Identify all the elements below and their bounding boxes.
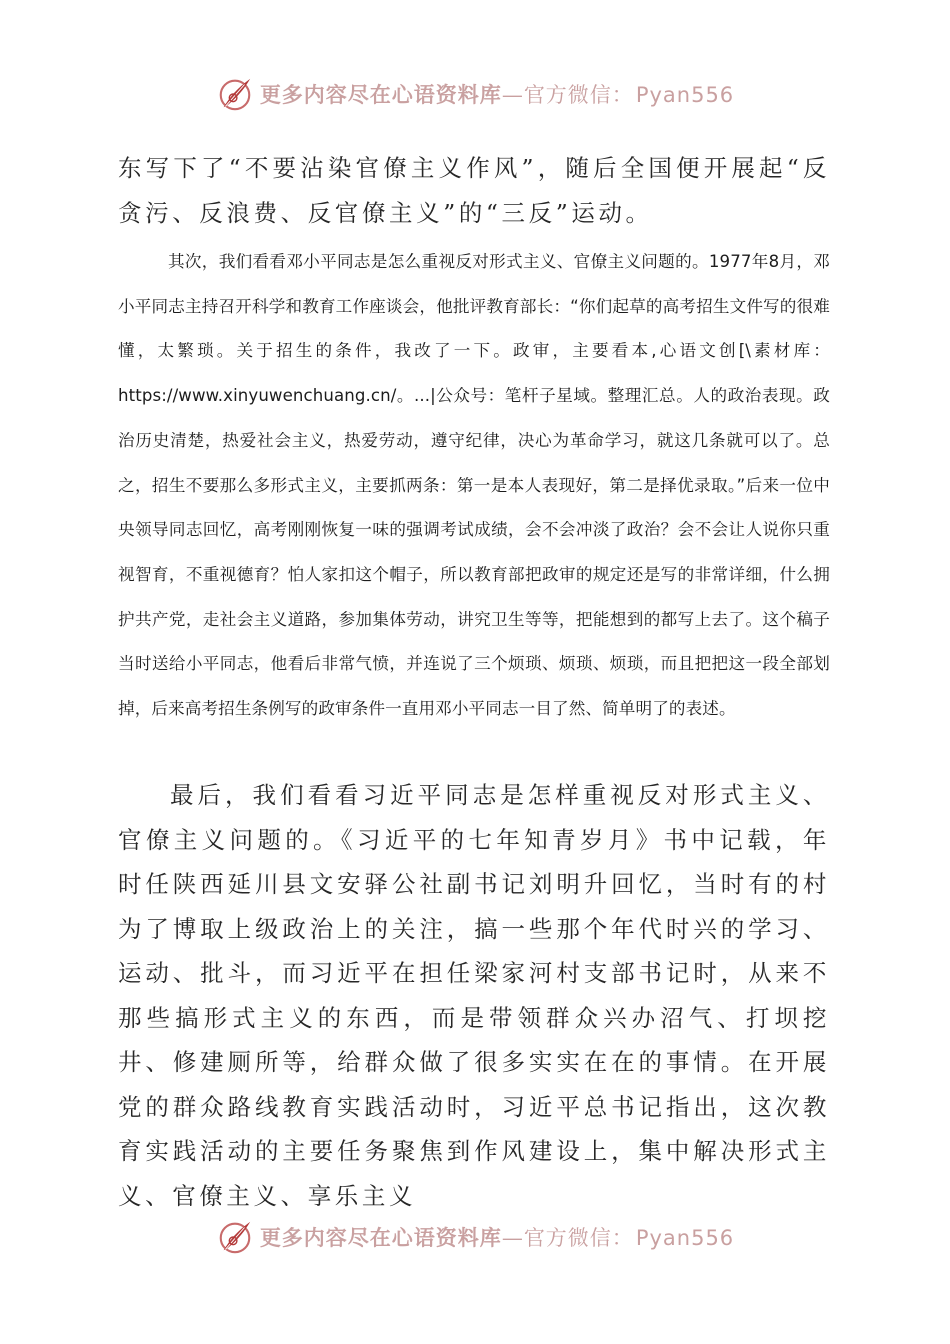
watermark-text (260, 1222, 734, 1252)
quill-logo-icon (216, 1218, 254, 1256)
paragraph-continuation: 东写下了“不要沾染官僚主义作风”，随后全国便开展起“反贪污、反浪费、反官僚主义”的“三反”运动。 (118, 154, 830, 227)
watermark-wechat-label: 官方微信： (523, 1226, 634, 1250)
watermark-dash: — (501, 83, 524, 107)
quill-logo-icon (216, 75, 254, 113)
watermark-wechat-id: Pyan556 (635, 1226, 735, 1250)
watermark-brand: 更多内容尽在心语资料库 (259, 1225, 502, 1250)
paragraph-deng-xiaoping: 其次，我们看看邓小平同志是怎么重视反对形式主义、官僚主义问题的。1977年8月，邓小平同志主持召开科学和教育工作座谈会，他批评教育部长：“你们起草的高考招生文件写的很难懂，太繁琐。关于招生的条件，我改了一下。政审，主要看本,心语文创[\素材库：https://www.xinyuwenchuang.cn/。...|公众号：笔杆子星域。整理汇总。人的政治表现。政治历史清楚，热爱社会主义，热爱劳动，遵守纪律，决心为革命学习，就这几条就可以了。总之，招生不要那么多形式主义，主要抓两条：第一是本人表现好，第二是择优录取。”后来一位中央领导同志回忆，高考刚刚恢复一味的强调考试成绩，会不会冲淡了政治？会不会让人说你只重视智育，不重视德育？怕人家扣这个帽子，所以教育部把政审的规定还是写的非常详细，什么拥护共产党，走社会主义道路，参加集体劳动，讲究卫生等等，把能想到的都写上去了。这个稿子当时送给小平同志，他看后非常气愤，并连说了三个烦琐、烦琐、烦琐，而且把把这一段全部划掉，后来高考招生条例写的政审条件一直用邓小平同志一目了然、简单明了的表述。 (118, 252, 830, 719)
watermark-footer (0, 1215, 950, 1259)
watermark-brand: 更多内容尽在心语资料库 (259, 82, 502, 107)
watermark-header (0, 72, 950, 116)
watermark-wechat-label: 官方微信： (523, 83, 634, 107)
paragraph-xi-jinping: 最后，我们看看习近平同志是怎样重视反对形式主义、官僚主义问题的。《习近平的七年知青岁月》书中记载，年时任陕西延川县文安驿公社副书记刘明升回忆，当时有的村为了博取上级政治上的关注，搞一些那个年代时兴的学习、运动、批斗，而习近平在担任梁家河村支部书记时，从来不那些搞形式主义的东西，而是带领群众兴办沼气、打坝挖井、修建厕所等，给群众做了很多实实在在的事情。在开展党的群众路线教育实践活动时，习近平总书记指出，这次教育实践活动的主要任务聚焦到作风建设上，集中解决形式主义、官僚主义、享乐主义 (118, 781, 830, 1210)
watermark-wechat-id: Pyan556 (635, 83, 735, 107)
watermark-dash: — (501, 1226, 524, 1250)
watermark-text (260, 79, 734, 109)
